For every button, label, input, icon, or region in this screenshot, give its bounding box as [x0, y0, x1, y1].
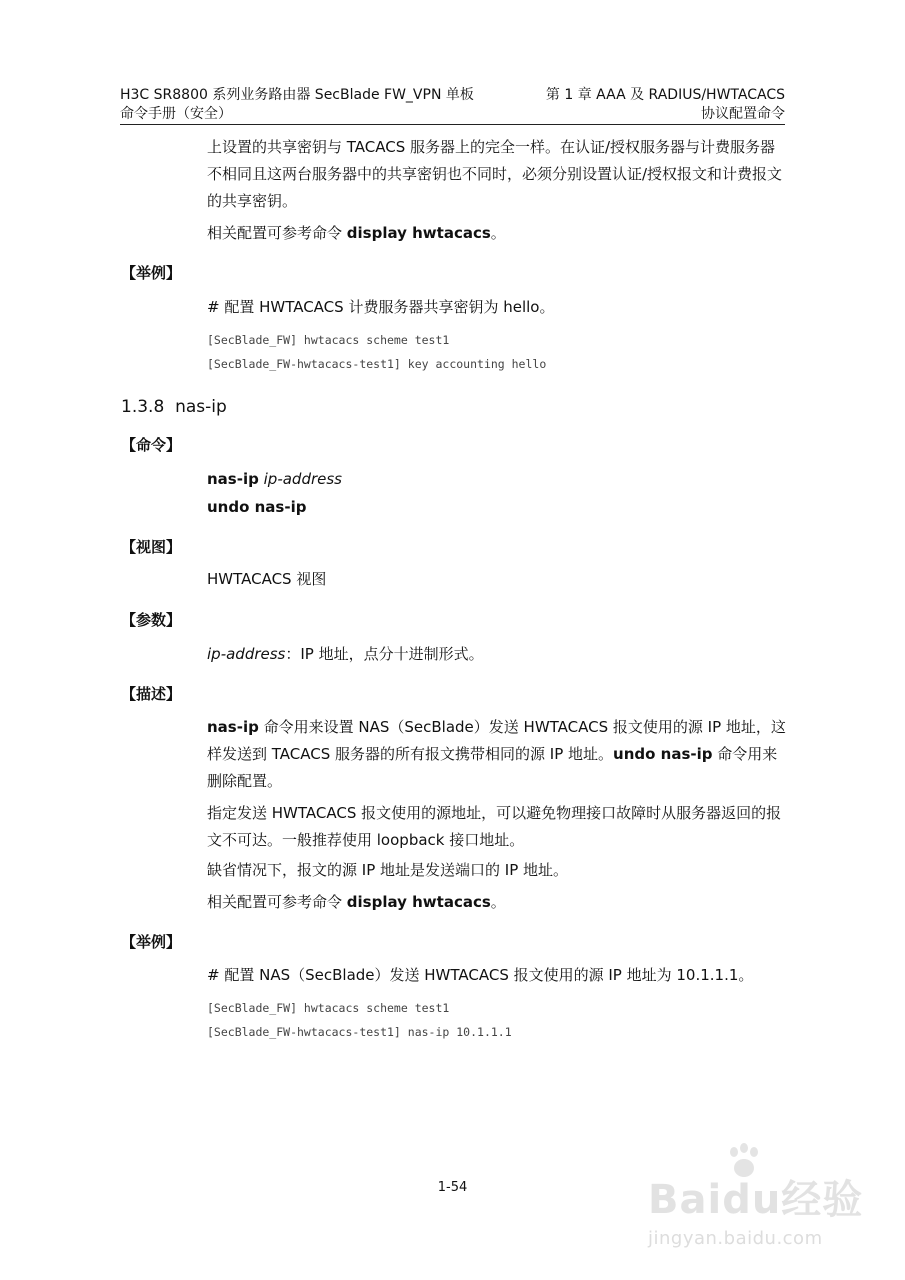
- intro-related-suffix: 。: [490, 224, 506, 242]
- view-label: 【视图】: [121, 538, 182, 556]
- description-paragraph-2: 指定发送 HWTACACS 报文使用的源地址，可以避免物理接口故障时从服务器返回的报文不可达。一般推荐使用 loopback 接口地址。: [207, 804, 782, 849]
- params-text: [207, 644, 484, 664]
- example1-code-line1: [SecBlade_FW] hwtacacs scheme test1: [207, 333, 450, 347]
- header-chapter-subtitle: 协议配置命令: [701, 106, 785, 122]
- example1-code-line2: [SecBlade_FW-hwtacacs-test1] key accounting hello: [207, 357, 547, 371]
- page-number: 1-54: [437, 1180, 468, 1195]
- header-manual-title: H3C SR8800 系列业务路由器 SecBlade FW_VPN 单板: [120, 87, 474, 103]
- section-heading: [121, 396, 227, 418]
- undo-command-name: undo nas-ip: [207, 498, 307, 516]
- example2-code-line1: [SecBlade_FW] hwtacacs scheme test1: [207, 1001, 450, 1015]
- header-divider: [120, 124, 785, 125]
- section-title: nas-ip: [175, 397, 227, 417]
- description-label: 【描述】: [121, 685, 182, 703]
- watermark-site: jingyan.baidu.com: [648, 1228, 823, 1249]
- example2-label: 【举例】: [121, 933, 182, 951]
- baidu-watermark: [640, 1140, 880, 1265]
- intro-paragraph: 上设置的共享密钥与 TACACS 服务器上的完全一样。在认证/授权服务器与计费服务器不相同且这两台服务器中的共享密钥也不同时，必须分别设置认证/授权报文和计费报文的共享密钥。: [207, 138, 783, 210]
- command-name: nas-ip: [207, 470, 259, 488]
- desc-command: nas-ip: [207, 718, 259, 736]
- params-label: 【参数】: [121, 611, 182, 629]
- desc-undo-command: undo nas-ip: [613, 745, 713, 763]
- example1-label: 【举例】: [121, 264, 182, 282]
- desc-related-prefix: 相关配置可参考命令: [207, 893, 347, 911]
- intro-related: [207, 220, 787, 247]
- command-syntax-2: [207, 497, 306, 517]
- description-paragraph-1: [207, 714, 787, 795]
- example2-code-line2: [SecBlade_FW-hwtacacs-test1] nas-ip 10.1.1.1: [207, 1025, 512, 1039]
- header-chapter-title: 第 1 章 AAA 及 RADIUS/HWTACACS: [545, 87, 785, 103]
- example2-comment: # 配置 NAS（SecBlade）发送 HWTACACS 报文使用的源 IP 地址为 10.1.1.1。: [207, 966, 754, 984]
- desc-related-suffix: 。: [490, 893, 506, 911]
- desc-text-2: 命令用来删除配置。: [207, 745, 778, 790]
- command-syntax-1: [207, 469, 342, 489]
- view-text: HWTACACS 视图: [207, 570, 327, 588]
- section-number: 1.3.8: [121, 397, 165, 417]
- watermark-logo-text: Baidu经验: [648, 1177, 864, 1223]
- desc-text-1: 命令用来设置 NAS（SecBlade）发送 HWTACACS 报文使用的源 IP 地址，这样发送到 TACACS 服务器的所有报文携带相同的源 IP 地址。: [207, 718, 786, 763]
- description-paragraph-3: 缺省情况下，报文的源 IP 地址是发送端口的 IP 地址。: [207, 861, 569, 879]
- intro-related-prefix: 相关配置可参考命令: [207, 224, 347, 242]
- command-param: ip-address: [263, 470, 342, 488]
- header-manual-subtitle: 命令手册（安全）: [120, 106, 232, 122]
- example1-comment: # 配置 HWTACACS 计费服务器共享密钥为 hello。: [207, 298, 555, 316]
- command-label: 【命令】: [121, 436, 182, 454]
- description-related: [207, 889, 787, 916]
- intro-related-command: display hwtacacs: [346, 224, 491, 242]
- param-name: ip-address: [207, 645, 286, 663]
- desc-related-command: display hwtacacs: [346, 893, 491, 911]
- param-description: ：IP 地址，点分十进制形式。: [285, 645, 484, 663]
- page-header: [120, 86, 785, 124]
